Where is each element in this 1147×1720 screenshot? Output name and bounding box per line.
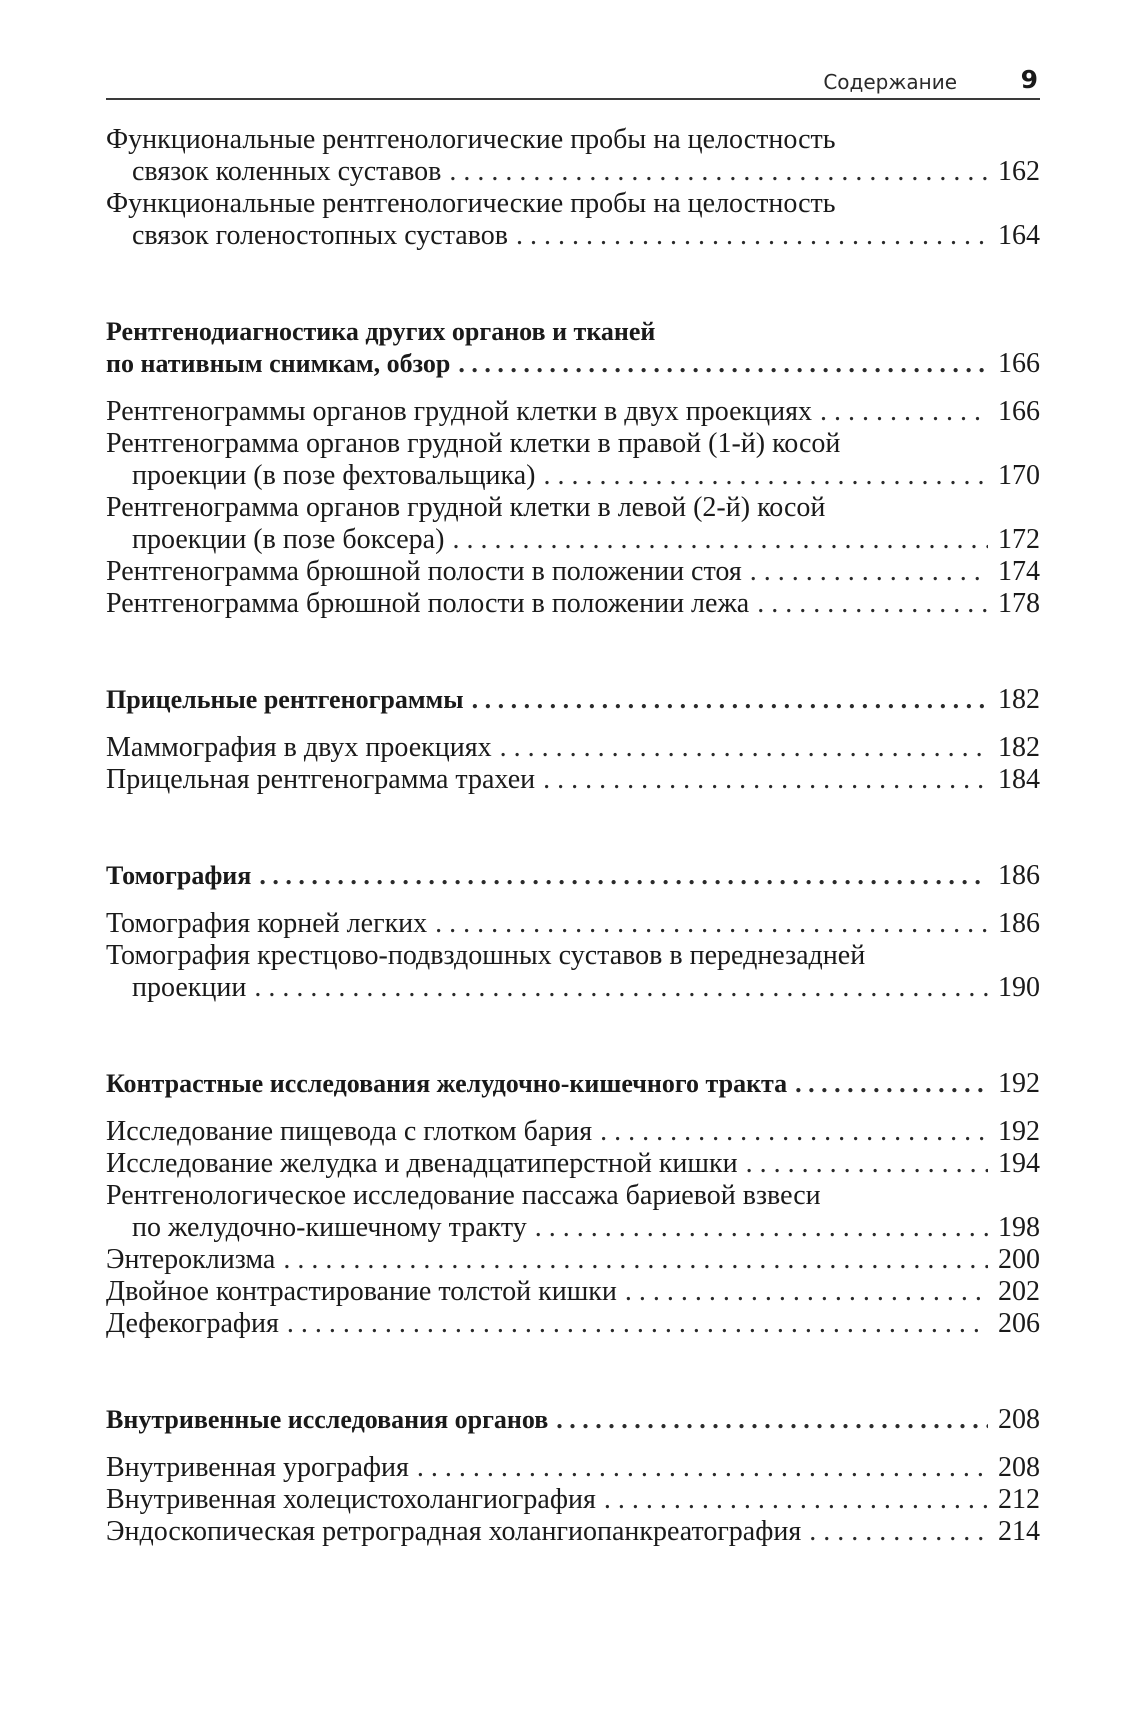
toc-entry[interactable] xyxy=(106,1516,1040,1548)
toc-entry-page: 164 xyxy=(998,220,1040,251)
toc-entry-page: 206 xyxy=(998,1308,1040,1339)
toc-entry-title: Рентгенограмма брюшной полости в положении лежа xyxy=(106,588,750,619)
toc-entry[interactable] xyxy=(106,588,1040,620)
toc-section-heading[interactable] xyxy=(106,860,1040,892)
toc-entry-title: Эндоскопическая ретроградная холангиопанкреатография xyxy=(106,1516,802,1547)
toc-entry-row xyxy=(106,460,1040,492)
toc-entry-row xyxy=(106,1148,1040,1180)
dot-leader xyxy=(283,1244,988,1276)
toc-entry[interactable] xyxy=(106,908,1040,940)
toc-entry[interactable] xyxy=(106,556,1040,588)
toc-entry-title-line: Функциональные рентгенологические пробы на целостность xyxy=(106,124,836,155)
dot-leader xyxy=(625,1276,988,1308)
toc-entry[interactable] xyxy=(106,188,1040,252)
dot-leader xyxy=(452,524,988,556)
toc-entry[interactable] xyxy=(106,1276,1040,1308)
dot-leader xyxy=(472,684,988,716)
page-number: 9 xyxy=(1020,65,1038,94)
dot-leader xyxy=(600,1116,988,1148)
toc-entry-page: 172 xyxy=(998,524,1040,555)
section-spacer xyxy=(106,1340,1040,1404)
dot-leader xyxy=(556,1404,988,1436)
toc-entry-title-line: Рентгенограмма органов грудной клетки в правой (1-й) косой xyxy=(106,428,841,459)
toc-section xyxy=(106,684,1040,796)
dot-leader xyxy=(500,732,988,764)
toc-entry-title: Исследование пищевода с глотком бария xyxy=(106,1116,593,1147)
toc-entry-title: Маммография в двух проекциях xyxy=(106,732,492,763)
toc-entry[interactable] xyxy=(106,492,1040,556)
toc-entry-row xyxy=(106,156,1040,188)
heading-spacer xyxy=(106,380,1040,396)
toc-section xyxy=(106,124,1040,252)
toc-entry-page: 178 xyxy=(998,588,1040,619)
dot-leader xyxy=(287,1308,988,1340)
dot-leader xyxy=(535,1212,988,1244)
toc-entry[interactable] xyxy=(106,1484,1040,1516)
toc-entry-row xyxy=(106,860,1040,892)
toc-entry-page: 192 xyxy=(998,1116,1040,1147)
toc-entry[interactable] xyxy=(106,1452,1040,1484)
toc-entry[interactable] xyxy=(106,732,1040,764)
toc-entry-row xyxy=(106,1116,1040,1148)
toc-entry-page: 166 xyxy=(998,348,1040,379)
toc-entry-title: связок голеностопных суставов xyxy=(132,220,508,251)
toc-entry[interactable] xyxy=(106,1244,1040,1276)
running-header-title: Содержание xyxy=(823,70,957,94)
section-spacer xyxy=(106,796,1040,860)
dot-leader xyxy=(435,908,988,940)
toc-entry-row xyxy=(106,1276,1040,1308)
toc-entry-title: связок коленных суставов xyxy=(132,156,442,187)
toc-entry[interactable] xyxy=(106,764,1040,796)
toc-entry-page: 202 xyxy=(998,1276,1040,1307)
toc-entry-title: проекции (в позе боксера) xyxy=(132,524,445,555)
toc-entry[interactable] xyxy=(106,396,1040,428)
toc-entry-row xyxy=(106,1212,1040,1244)
toc-entry-page: 190 xyxy=(998,972,1040,1003)
dot-leader xyxy=(449,156,988,188)
toc-section-heading[interactable] xyxy=(106,316,1040,380)
dot-leader xyxy=(746,1148,988,1180)
toc-entry-page: 192 xyxy=(998,1068,1040,1099)
toc-entry-row xyxy=(106,556,1040,588)
toc-section-heading[interactable] xyxy=(106,1068,1040,1100)
toc-entry-title: Дефекография xyxy=(106,1308,279,1339)
toc-entry-title: Контрастные исследования желудочно-кишечного тракта xyxy=(106,1069,788,1098)
toc-entry-page: 170 xyxy=(998,460,1040,491)
toc-entry-page: 212 xyxy=(998,1484,1040,1515)
toc-entry-title: Прицельная рентгенограмма трахеи xyxy=(106,764,536,795)
toc-entry-title-line: Рентгенологическое исследование пассажа бариевой взвеси xyxy=(106,1180,821,1211)
toc-entry[interactable] xyxy=(106,940,1040,1004)
toc-entry-title: Двойное контрастирование толстой кишки xyxy=(106,1276,617,1307)
toc-entry-row xyxy=(106,1484,1040,1516)
toc-entry-title: Энтероклизма xyxy=(106,1244,276,1275)
dot-leader xyxy=(757,588,988,620)
toc-entry-row xyxy=(106,764,1040,796)
toc-entry-page: 182 xyxy=(998,732,1040,763)
heading-spacer xyxy=(106,892,1040,908)
toc-entry-row xyxy=(106,1404,1040,1436)
toc-entry[interactable] xyxy=(106,124,1040,188)
toc-entry-row xyxy=(106,1068,1040,1100)
dot-leader xyxy=(809,1516,988,1548)
toc-entry-title: Рентгенограммы органов грудной клетки в двух проекциях xyxy=(106,396,812,427)
toc-entry-page: 186 xyxy=(998,908,1040,939)
table-of-contents xyxy=(106,124,1040,1548)
toc-section xyxy=(106,1404,1040,1548)
dot-leader xyxy=(516,220,988,252)
toc-entry-title: Томография xyxy=(106,861,252,890)
toc-section xyxy=(106,1068,1040,1340)
toc-entry-title-line: Томография крестцово-подвздошных суставов в переднезадней xyxy=(106,940,866,971)
toc-entry[interactable] xyxy=(106,1116,1040,1148)
toc-entry-title: Внутривенные исследования органов xyxy=(106,1405,549,1434)
toc-entry-title-line: Рентгенодиагностика других органов и тканей xyxy=(106,317,656,346)
toc-entry-page: 200 xyxy=(998,1244,1040,1275)
toc-section-heading[interactable] xyxy=(106,684,1040,716)
dot-leader xyxy=(604,1484,988,1516)
toc-entry-page: 194 xyxy=(998,1148,1040,1179)
toc-entry-row xyxy=(106,524,1040,556)
dot-leader xyxy=(254,972,988,1004)
toc-section xyxy=(106,316,1040,620)
dot-leader xyxy=(543,764,988,796)
toc-entry-title: Томография корней легких xyxy=(106,908,428,939)
toc-entry-page: 184 xyxy=(998,764,1040,795)
dot-leader xyxy=(417,1452,988,1484)
toc-entry[interactable] xyxy=(106,1308,1040,1340)
toc-entry-page: 174 xyxy=(998,556,1040,587)
toc-entry-page: 208 xyxy=(998,1452,1040,1483)
toc-entry-row xyxy=(106,396,1040,428)
dot-leader xyxy=(458,348,988,380)
toc-entry-page: 162 xyxy=(998,156,1040,187)
heading-spacer xyxy=(106,1100,1040,1116)
toc-entry[interactable] xyxy=(106,428,1040,492)
toc-entry-title: Внутривенная холецистохолангиография xyxy=(106,1484,596,1515)
dot-leader xyxy=(543,460,988,492)
dot-leader xyxy=(795,1068,988,1100)
toc-entry-row xyxy=(106,684,1040,716)
dot-leader xyxy=(820,396,988,428)
toc-entry-title-line: Функциональные рентгенологические пробы на целостность xyxy=(106,188,836,219)
toc-entry-row xyxy=(106,588,1040,620)
toc-entry[interactable] xyxy=(106,1180,1040,1244)
toc-entry-title-line: Рентгенограмма органов грудной клетки в левой (2-й) косой xyxy=(106,492,826,523)
section-spacer xyxy=(106,620,1040,684)
toc-entry-title: Внутривенная урография xyxy=(106,1452,409,1483)
toc-entry-page: 208 xyxy=(998,1404,1040,1435)
toc-entry-page: 214 xyxy=(998,1516,1040,1547)
running-header xyxy=(106,62,1040,100)
toc-entry-title: по нативным снимкам, обзор xyxy=(106,349,451,378)
toc-entry[interactable] xyxy=(106,1148,1040,1180)
section-spacer xyxy=(106,252,1040,316)
toc-entry-title: Прицельные рентгенограммы xyxy=(106,685,464,714)
toc-entry-page: 166 xyxy=(998,396,1040,427)
dot-leader xyxy=(750,556,988,588)
toc-entry-title: проекции (в позе фехтовальщика) xyxy=(132,460,536,491)
toc-entry-title: по желудочно-кишечному тракту xyxy=(132,1212,527,1243)
toc-entry-row xyxy=(106,348,1040,380)
toc-entry-title: проекции xyxy=(132,972,247,1003)
toc-entry-page: 198 xyxy=(998,1212,1040,1243)
toc-section-heading[interactable] xyxy=(106,1404,1040,1436)
dot-leader xyxy=(259,860,988,892)
toc-entry-row xyxy=(106,972,1040,1004)
toc-entry-row xyxy=(106,1244,1040,1276)
toc-entry-row xyxy=(106,732,1040,764)
heading-spacer xyxy=(106,1436,1040,1452)
toc-entry-row xyxy=(106,1452,1040,1484)
toc-entry-row xyxy=(106,220,1040,252)
toc-entry-title: Исследование желудка и двенадцатиперстной кишки xyxy=(106,1148,738,1179)
toc-entry-row xyxy=(106,1516,1040,1548)
toc-entry-title: Рентгенограмма брюшной полости в положении стоя xyxy=(106,556,742,587)
toc-entry-page: 186 xyxy=(998,860,1040,891)
section-spacer xyxy=(106,1004,1040,1068)
toc-entry-page: 182 xyxy=(998,684,1040,715)
toc-section xyxy=(106,860,1040,1004)
toc-entry-row xyxy=(106,908,1040,940)
toc-entry-row xyxy=(106,1308,1040,1340)
heading-spacer xyxy=(106,716,1040,732)
